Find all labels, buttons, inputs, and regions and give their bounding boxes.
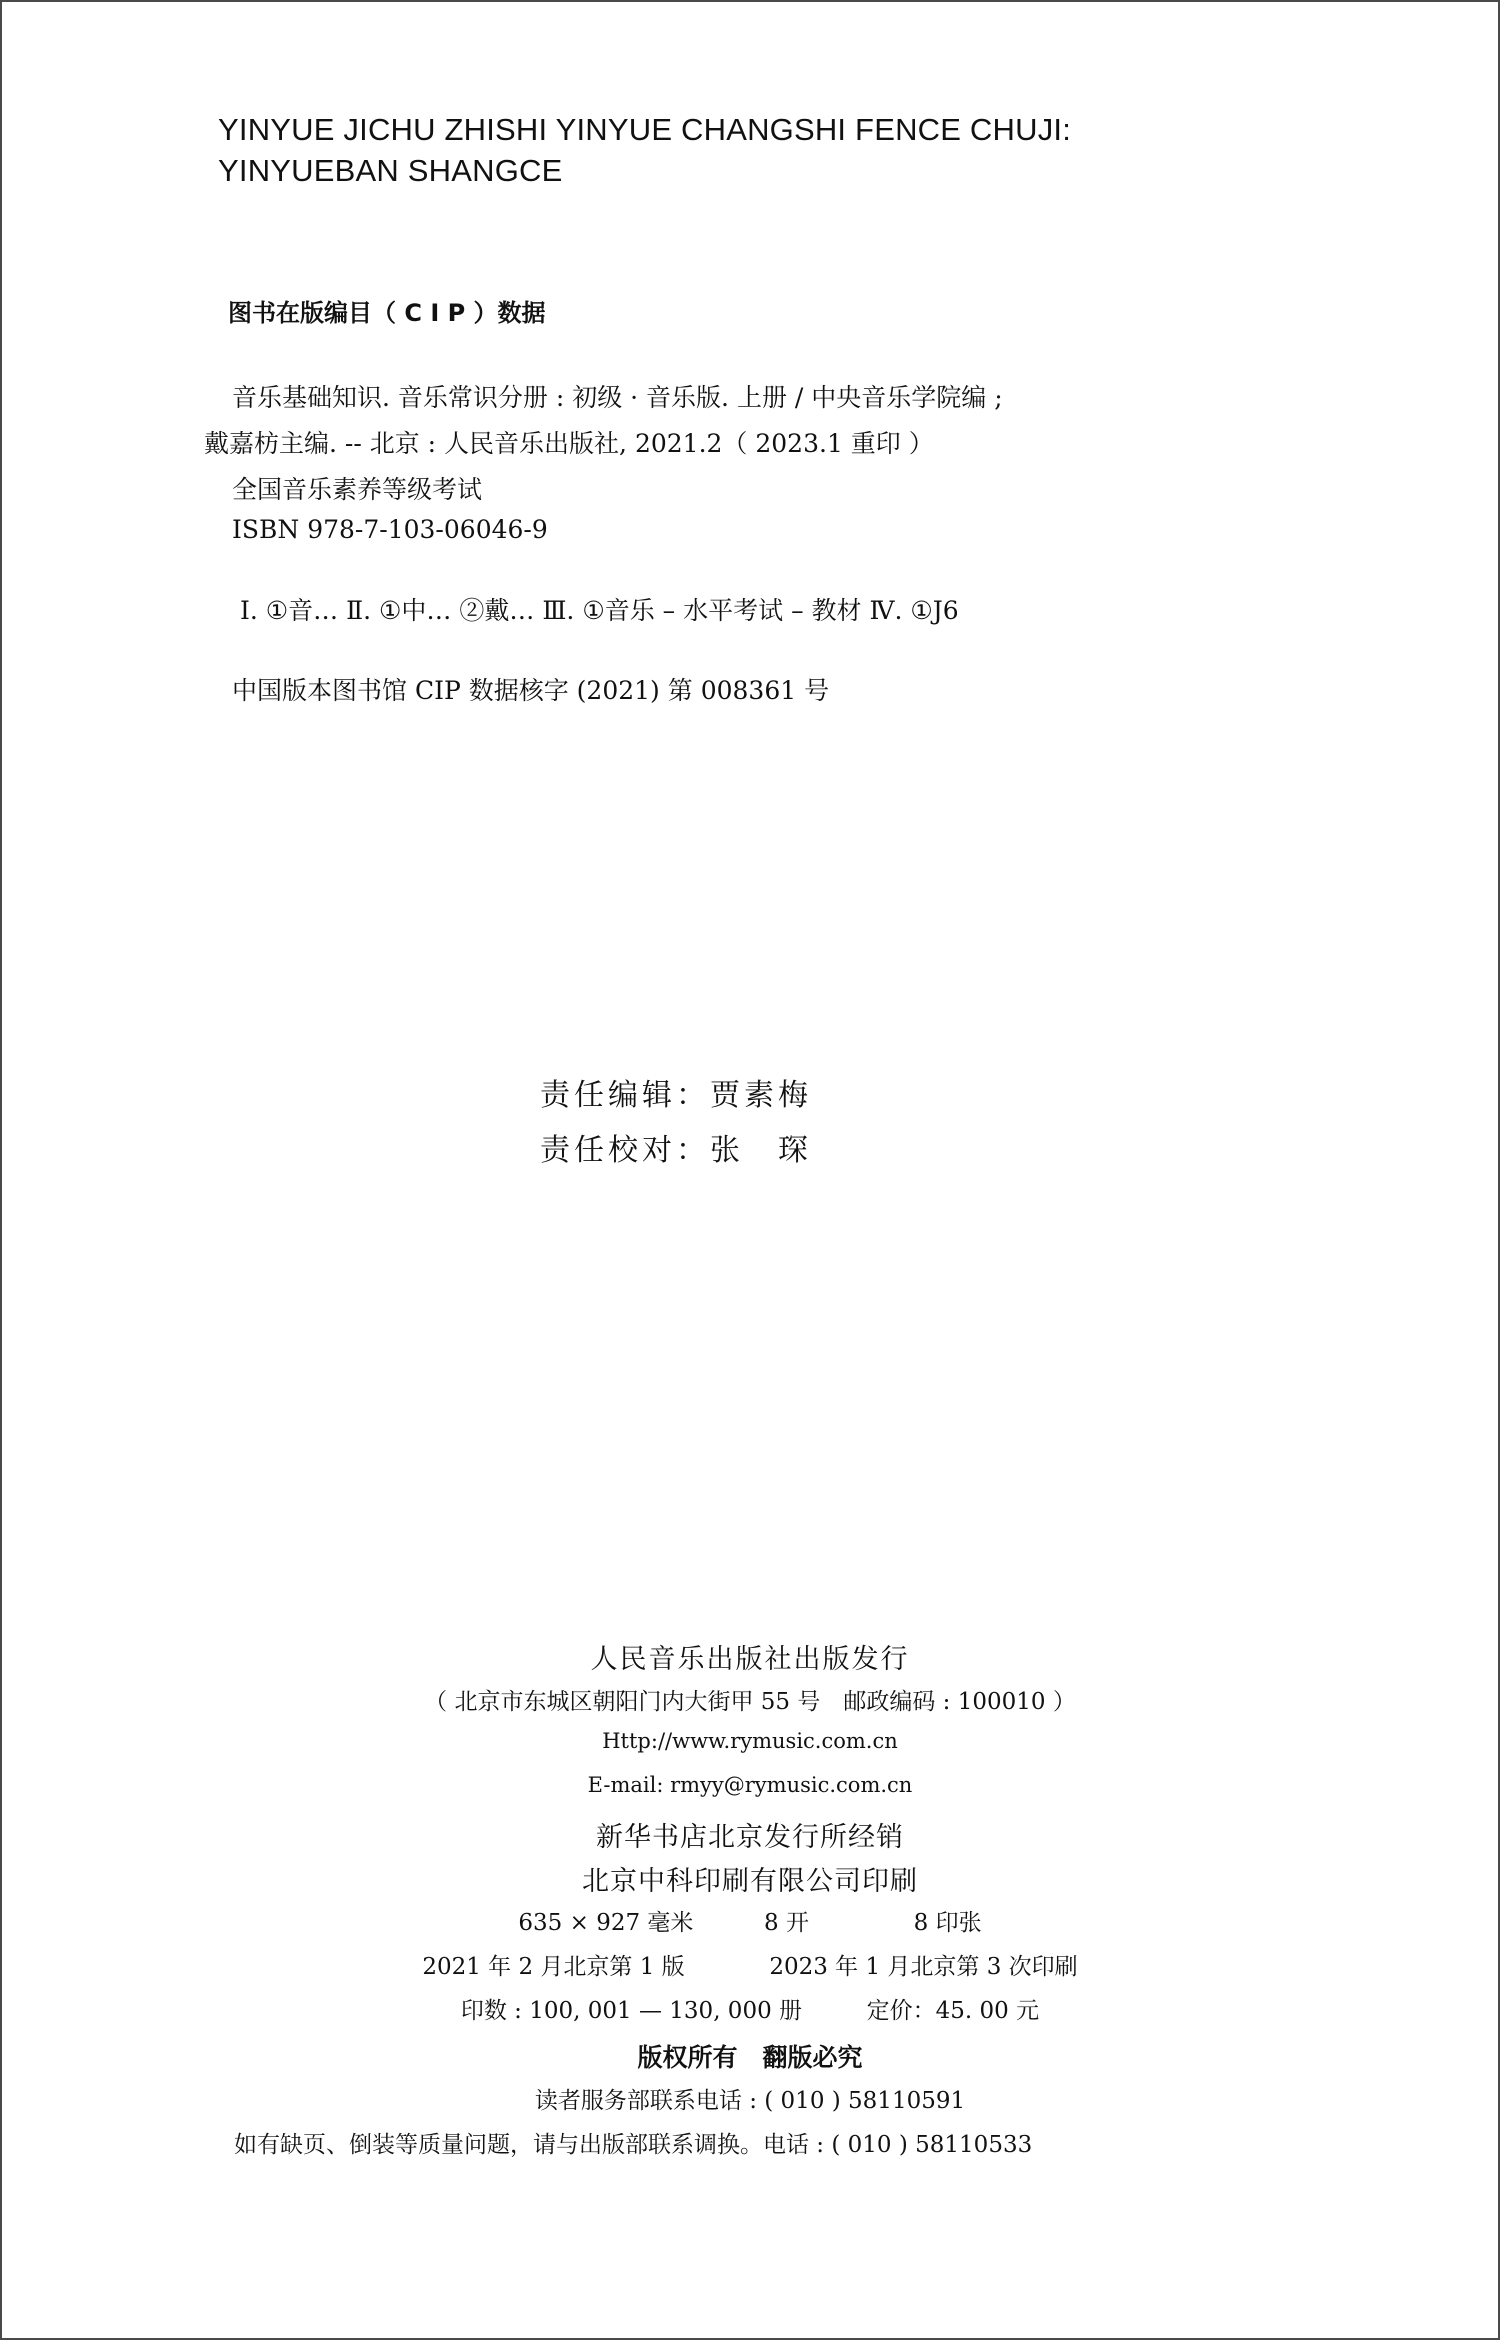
spec-format: 8 开 xyxy=(764,1910,809,1936)
spec-size: 635 × 927 毫米 xyxy=(518,1910,694,1936)
publisher-address: （ 北京市东城区朝阳门内大街甲 55 号 邮政编码 : 100010 ） xyxy=(424,1689,1076,1715)
pinyin-title-line-2: YINYUEBAN SHANGCE xyxy=(218,153,563,188)
edition: 2021 年 2 月北京第 1 版 xyxy=(422,1954,685,1980)
cip-line-3: 全国音乐素养等级考试 xyxy=(232,475,483,504)
publisher-website: Http://www.rymusic.com.cn xyxy=(602,1729,898,1753)
price: 定价：45. 00 元 xyxy=(866,1998,1040,2024)
edition-info xyxy=(0,1948,1500,1981)
cip-line-1: 音乐基础知识. 音乐常识分册 : 初级 · 音乐版. 上册 / 中央音乐学院编 ; xyxy=(232,383,1003,412)
cip-classification: Ⅰ. ①音… Ⅱ. ①中… ②戴… Ⅲ. ①音乐 – 水平考试 – 教材 Ⅳ. ①J6 xyxy=(240,596,959,625)
cip-isbn: ISBN 978-7-103-06046-9 xyxy=(232,515,548,544)
printer: 北京中科印刷有限公司印刷 xyxy=(582,1866,918,1897)
print-run-and-price xyxy=(0,1992,1500,2025)
book-specs xyxy=(0,1904,1500,1937)
publisher-email: E-mail: rmyy@rymusic.com.cn xyxy=(587,1773,913,1797)
pinyin-title-line-1: YINYUE JICHU ZHISHI YINYUE CHANGSHI FENCE CHUJI: xyxy=(218,112,1072,147)
distributor: 新华书店北京发行所经销 xyxy=(596,1822,904,1853)
reader-service-phone: 读者服务部联系电话 : ( 010 ) 58110591 xyxy=(534,2088,966,2114)
responsible-editor: 责任编辑：贾素梅 xyxy=(540,1078,812,1113)
publisher-name: 人民音乐出版社出版发行 xyxy=(590,1644,910,1675)
defect-notice: 如有缺页、倒装等质量问题，请与出版部联系调换。电话 : ( 010 ) 58110533 xyxy=(234,2132,1033,2158)
print-run: 印数 : 100, 001 — 130, 000 册 xyxy=(460,1998,803,2024)
cip-heading: 图书在版编目（ C I P ）数据 xyxy=(228,299,546,327)
responsible-proofreader: 责任校对：张 琛 xyxy=(540,1133,812,1168)
printing: 2023 年 1 月北京第 3 次印刷 xyxy=(769,1954,1078,1980)
cip-record-number: 中国版本图书馆 CIP 数据核字 (2021) 第 008361 号 xyxy=(232,676,830,705)
copyright-notice: 版权所有 翻版必究 xyxy=(637,2043,863,2072)
spec-sheets: 8 印张 xyxy=(913,1910,982,1936)
cip-line-2: 戴嘉枋主编. -- 北京 : 人民音乐出版社, 2021.2（ 2023.1 重印 ） xyxy=(204,429,934,458)
